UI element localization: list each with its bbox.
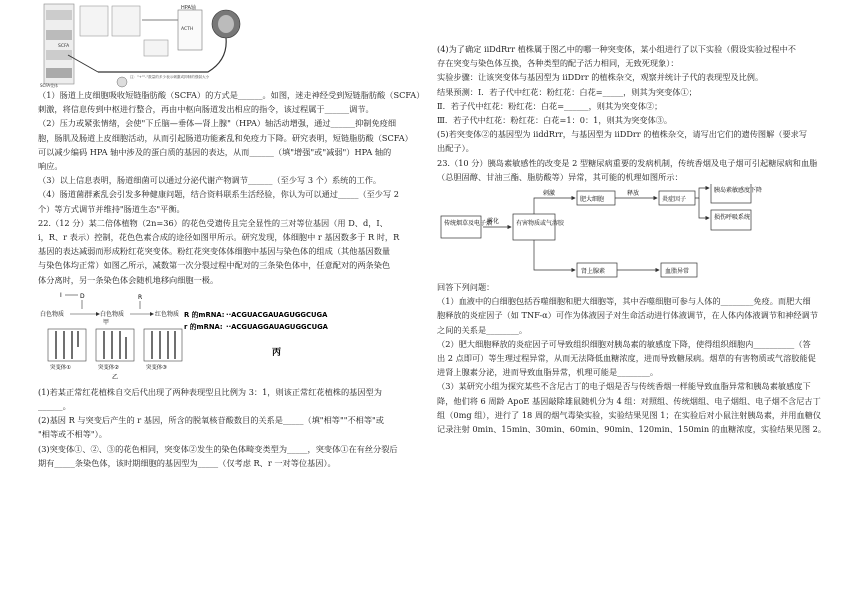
lipid-abnormal: 血脂异常: [665, 268, 690, 276]
q23-answer-prompt: 回答下列问题：: [437, 282, 495, 293]
left-column: [38, 0, 438, 470]
q21-4-line2: 个）等方式调节并维持"肠道生态"平衡。: [38, 203, 185, 214]
q23-intro-line2: （总胆固醇、甘油三酯、脂肪酸等）异常，其可能的机理如图所示：: [437, 171, 683, 182]
q22-line4: 与染色体均正常）如图乙所示，减数第一次分裂过程中配对的三条染色体中，任意配对的两条染色: [38, 260, 391, 271]
pathway-diagram: [38, 287, 438, 385]
q23-3-line2: 降，他们将 6 周龄 ApoE 基因敲除雄鼠随机分为 4 组：对照组、传统烟组、电子烟组、电子烟不含尼古丁: [437, 395, 821, 406]
harmful-substance: 有害物质或气溶胶: [516, 220, 565, 228]
figure-gut-brain: [38, 0, 438, 88]
r-lower-mrna-label: r 的mRNA:: [184, 322, 223, 331]
inflammatory-factor: 炎症因子: [662, 196, 687, 204]
q22-5-line1: (5)若突变体②的基因型为 iiddRrr，与基因型为 iiDDrr 的植株杂交，请写出它们的遗传图解（要求写: [437, 129, 808, 140]
legend-note: 注："+""-"数量的多少表示刺激或抑制的强弱大小: [130, 75, 210, 79]
smoking-flow-diagram: [437, 184, 837, 280]
q22-2-line1: (2)基因 R 与突变后产生的 r 基因，所含的脱氧核苷酸数目的关系是_____（填"相等""不相等"或: [38, 415, 384, 426]
white-substance-2: 白色物质: [100, 310, 125, 318]
q22-line2: i，R、r 表示）控制，花色色素合成的途径如图甲所示。研究发现，体细胞中 r 基因数多于 R 时，R: [38, 232, 400, 243]
q22-line1: 22.（12 分）某二倍体植物（2n=36）的花色受遗传且完全显性的三对等位基因（用 D、d，I、: [38, 217, 388, 228]
mutant-1: [48, 329, 86, 371]
atomize-label: 雾化: [487, 218, 500, 226]
q22-5-line2: 出配子）。: [437, 143, 474, 154]
q22-1-line2: ______。: [38, 401, 71, 412]
mutant-2: [96, 329, 134, 371]
q23-2-line1: （2）肥大细胞释放的炎症因子可导致组织细胞对胰岛素的敏感度下降，使得组织细胞内__________（答: [437, 338, 811, 349]
q23-1-line1: （1）血液中的白细胞包括吞噬细胞和肥大细胞等，其中吞噬细胞可参与人体的________免疫。而肥大细: [437, 296, 811, 307]
white-substance-1: 白色物质: [40, 310, 65, 318]
q23-1-line2: 胞释放的炎症因子（如 TNF-α）可作为体液因子对生命活动进行体液调节，在人体内体液调节和神经调节: [437, 310, 818, 321]
stimulate-label: 刺激: [543, 190, 556, 198]
q21-3-line1: （3）以上信息表明，肠道细菌可以通过分泌代谢产物调节______（至少写 3 个）系统的工作。: [38, 175, 382, 186]
q23-3-line4: 记录注射 0min、15min、30min、60min、90min、120min、150min 的血糖浓度，实验结果见图 2。: [437, 424, 827, 435]
mutant-1-label: 突变体①: [50, 364, 72, 371]
label-yi: 乙: [112, 373, 119, 381]
adrenaline: 肾上腺素: [581, 268, 606, 276]
r-upper-mrna-seq: ··ACGUACGAUAGUGGCUGA: [226, 310, 328, 319]
gene-I-label: I: [60, 291, 62, 299]
mutant-2-label: 突变体②: [98, 364, 120, 371]
q22-3-line2: 期有_____条染色体，该时期细胞的基因型为_____（仅考虑 R、r 一对等位基因）。: [38, 457, 336, 468]
respiratory-damage: 损伤呼吸系统: [714, 214, 751, 222]
q23-intro-line1: 23.（10 分）胰岛素敏感性的改变是 2 型糖尿病重要的发病机制，传统香烟及电子烟可引起糖尿病和血脂: [437, 157, 818, 168]
q22-line3: 基因的表达减弱而形成粉红花突变体。粉红花突变体体细胞中基因与染色体的组成（其他基因数量: [38, 246, 391, 257]
q22-4-line2: 存在突变与染色体互换，各种类型的配子活力相同，无致死现象）：: [437, 58, 679, 69]
q21-2-line4: 响应。: [38, 161, 63, 172]
q23-2-line3: 进肾上腺素分泌，进而导致血脂异常，机理可能是________。: [437, 367, 659, 378]
acth-label: ACTH: [181, 27, 194, 32]
release-label: 释放: [627, 190, 640, 198]
r-upper-mrna-label: R 的mRNA:: [184, 310, 225, 319]
q21-2-line2: 胞，肠肌及肠道上皮细胞活动，从而引起肠道功能紊乱和免疫力下降。研究表明，短链脂肪酸（SCFA）: [38, 132, 413, 143]
r-lower-mrna-seq: ··ACGUAGGAUAGUGGCUGA: [226, 322, 328, 331]
insulin-sensitivity: 胰岛素敏感度下降: [714, 187, 763, 195]
red-substance: 红色物质: [155, 310, 180, 318]
q23-3-line3: 组（0mg 组），进行了 18 周的烟气毒染实验，实验结果见图 1；在实验后对小鼠注射胰岛素，并用血糖仪: [437, 409, 822, 420]
q21-2-line1: （2）压力或紧张情绪，会使"下丘脑—垂体—肾上腺"（HPA）轴活动增强，通过______抑制免疫细: [38, 118, 397, 129]
q22-2-line2: "相等或不相等"）。: [38, 429, 107, 440]
mutant-3-label: 突变体③: [146, 364, 168, 371]
q23-3-line1: （3）某研究小组为探究某些不含尼古丁的电子烟是否与传统香烟一样能导致血脂异常和胰岛素敏感度下: [437, 381, 811, 392]
q22-4-line4: 结果预测：Ⅰ．若子代中红花：粉红花：白花=_____，则其为突变体①；: [437, 86, 697, 97]
q22-1-line1: (1)若某正常红花植株自交后代出现了两种表现型且比例为 3：1，则该正常红花植株的基因型为: [38, 386, 382, 397]
q22-4-line3: 实验步骤：让该突变体与基因型为 iiDDrr 的植株杂交，观察并统计子代的表现型及比例。: [437, 72, 764, 83]
q23-2-line2: 出 2 点即可）等生理过程异常，从而无法降低血糖浓度，进而导致糖尿病。烟草的有害物质或气溶胶能促: [437, 353, 816, 364]
right-column: [437, 42, 837, 436]
q22-3-line1: (3)突变体①、②、③的花色相同，突变体②发生的染色体畸变类型为_____，突变体①在有丝分裂后: [38, 443, 398, 454]
mast-cell: 肥大细胞: [580, 196, 605, 204]
scfa-receptor-label: SCFA受体: [40, 83, 59, 88]
gut-brain-diagram: [38, 0, 438, 88]
source-line: 传统烟草及电子烟: [444, 220, 493, 228]
label-bing: 丙: [272, 347, 282, 358]
figure-color-pathway: [38, 287, 438, 385]
q21-2-line3: 可以减少编码 HPA 轴中涉及的蛋白质的基因的表达，从而______（填"增强"或"减弱"）HPA 轴的: [38, 146, 392, 157]
label-jia: 甲: [103, 318, 110, 326]
q23-1-line3: 之间的关系是________。: [437, 324, 528, 335]
mutant-3: [144, 329, 182, 371]
q21-1-line2: 刺激，将信息传到中枢进行整合，再由中枢向肠道发出相应的指令，该过程属于______调节。: [38, 104, 374, 115]
q21-4-line1: （4）肠道菌群紊乱会引发多种健康问题，结合资料联系生活经验，你认为可以通过_____（至少写 2: [38, 189, 399, 200]
q22-4-line6: Ⅲ．若子代中红花：粉红花：白花=1：0：1，则其为突变体③。: [437, 115, 673, 126]
scfa-label: SCFA: [58, 44, 70, 49]
gene-R-label: R: [138, 293, 143, 301]
q21-1-line1: （1）肠道上皮细胞吸收短链脂肪酸（SCFA）的方式是______。如图，迷走神经受到短链脂肪酸（SCFA）: [38, 90, 425, 100]
figure-smoking-mechanism: [437, 184, 837, 280]
q22-4-line1: (4)为了确定 iiDdRrr 植株属于图乙中的哪一种突变体，某小组进行了以下实验（假设实验过程中不: [437, 44, 796, 54]
hpa-label: HPA轴: [181, 5, 196, 11]
q22-line5: 体分离时，另一条染色体会随机地移向细胞一极。: [38, 274, 219, 285]
q22-4-line5: Ⅱ．若子代中红花：粉红花：白花=______，则其为突变体②；: [437, 100, 663, 111]
gene-D-label: D: [80, 292, 85, 300]
